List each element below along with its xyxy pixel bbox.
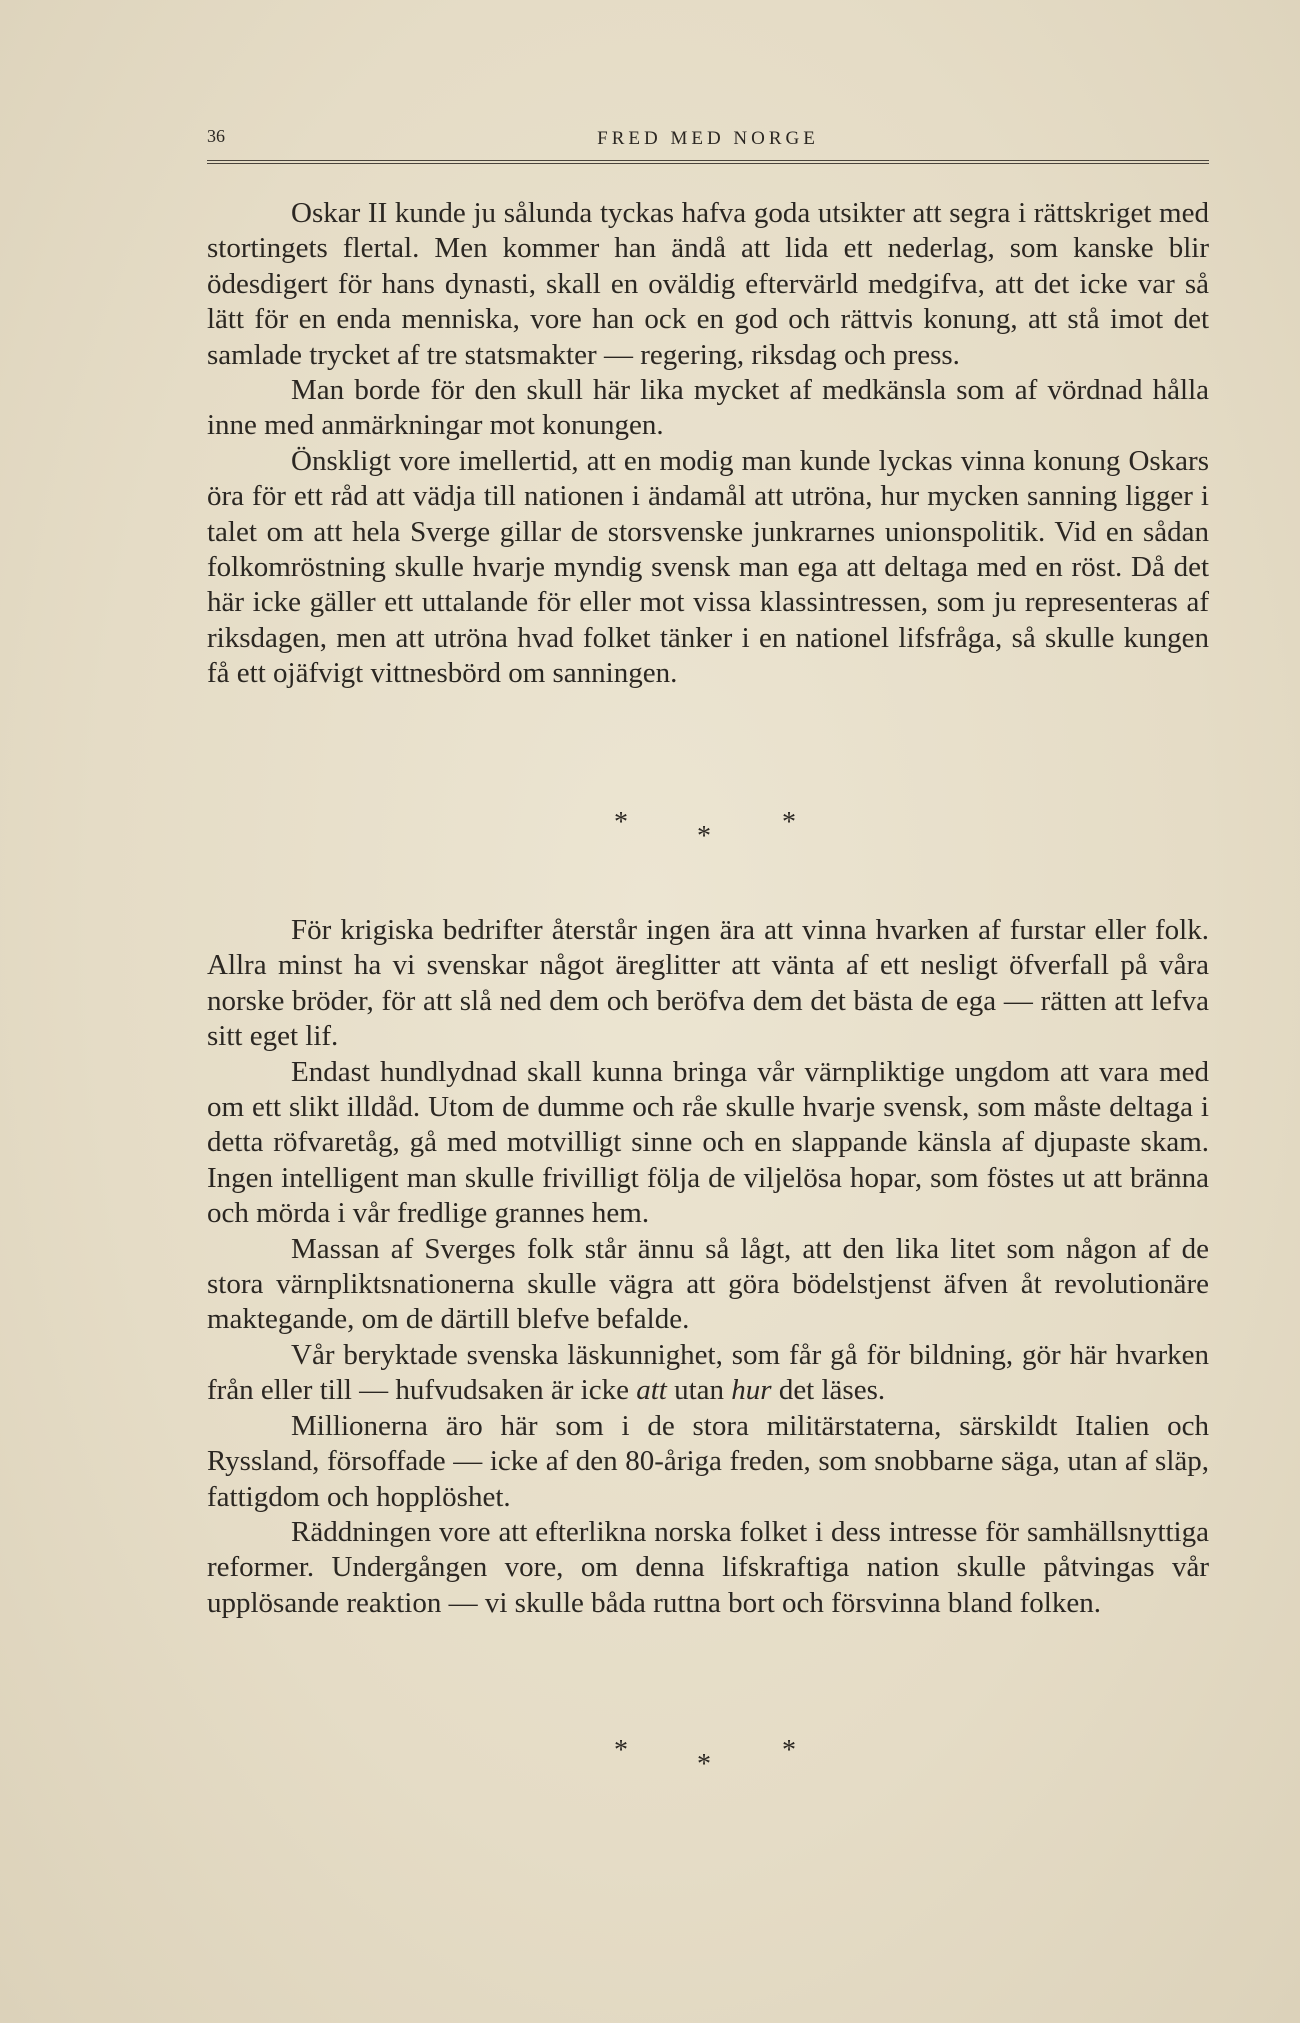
italic-word: att — [636, 1374, 667, 1407]
paragraph: För krigiska bedrifter återstår ingen ära att vinna hvarken af furstar eller folk. Allra minst ha vi svenskar något äreglitter att vänta af ett nesligt öfverfall på våra norske bröder, för att slå ned dem och beröfva dem det bästa de ega — rätten att lefva sitt eget lif. — [207, 914, 1209, 1053]
asterisk: * — [614, 1735, 628, 1766]
asterism-separator — [207, 807, 1209, 852]
page-number: 36 — [207, 126, 225, 146]
asterisk: * — [697, 821, 711, 852]
asterisk: * — [697, 1749, 711, 1780]
book-page — [207, 120, 1209, 2000]
asterisk: * — [782, 1735, 796, 1766]
paragraph — [207, 1338, 1209, 1409]
text-section-1 — [207, 196, 1209, 692]
paragraph-text: det läses. — [771, 1374, 886, 1407]
header-rule — [207, 160, 1209, 164]
paragraph: Räddningen vore att efterlikna norska folket i dess intresse för samhällsnyttiga reformer. Undergången vore, om denna lifskraftiga nation skulle påtvingas vår upplösande reaktion — vi skulle båda ruttna bort och försvinna bland folken. — [207, 1515, 1209, 1619]
paragraph: Massan af Sverges folk står ännu så lågt, att den lika litet som någon af de stora värnpliktsnationerna skulle vägra att göra bödelstjenst äfven åt revolutionäre maktegande, om de därtill blefve befalde. — [207, 1232, 1209, 1336]
page-header — [207, 120, 1209, 154]
paragraph: Millionerna äro här som i de stora militärstaterna, särskildt Italien och Ryssland, försoffade — icke af den 80-åriga freden, som snobbarne säga, utan af släp, fattigdom och hopplöshet. — [207, 1409, 1209, 1513]
asterisk: * — [782, 807, 796, 838]
paragraph-text: Vår beryktade svenska läskunnighet, som får gå för bildning, gör här hvarken från eller till — hufvudsaken är icke — [207, 1338, 1209, 1407]
italic-word: hur — [731, 1374, 772, 1407]
paragraph-text: utan — [666, 1374, 732, 1407]
paragraph: Man borde för den skull här lika mycket af medkänsla som af vördnad hålla inne med anmärkningar mot konungen. — [207, 374, 1209, 442]
paragraph: Önskligt vore imellertid, att en modig man kunde lyckas vinna konung Oskars öra för ett råd att vädja till nationen i ändamål att utröna, hur mycken sanning ligger i talet om att hela Sverge gillar de storsvenske junkrarnes unionspolitik. Vid en sådan folkomröstning skulle hvarje myndig svensk man ega att deltaga med en röst. Då det här icke gäller ett uttalande för eller mot vissa klassintressen, som ju representeras af riksdagen, men att utröna hvad folket tänker i en nationel lifsfråga, så skulle kungen få ett ojäfvigt vittnesbörd om sanningen. — [207, 444, 1209, 690]
paragraph: Oskar II kunde ju sålunda tyckas hafva goda utsikter att segra i rättskriget med stortingets flertal. Men kommer han ändå att lida ett nederlag, som kanske blir ödesdigert för hans dynasti, skall en oväldig eftervärld medgifva, att det icke var så lätt för en enda menniska, vore han ock en god och rättvis konung, att stå imot det samlade trycket af tre statsmakter — regering, riksdag och press. — [207, 197, 1209, 371]
asterism-separator — [207, 1735, 1209, 1780]
asterisk: * — [614, 807, 628, 838]
text-section-2 — [207, 913, 1209, 1621]
paragraph: Endast hundlydnad skall kunna bringa vår värnpliktige ungdom att vara med om ett slikt illdåd. Utom de dumme och råe skulle hvarje svensk, som måste deltaga i detta röfvaretåg, gå med motvilligt sinne och en slappande känsla af djupaste skam. Ingen intelligent man skulle frivilligt följa de viljelösa hopar, som föstes ut att bränna och mörda i vår fredlige grannes hem. — [207, 1055, 1209, 1230]
running-title: FRED MED NORGE — [597, 128, 819, 149]
